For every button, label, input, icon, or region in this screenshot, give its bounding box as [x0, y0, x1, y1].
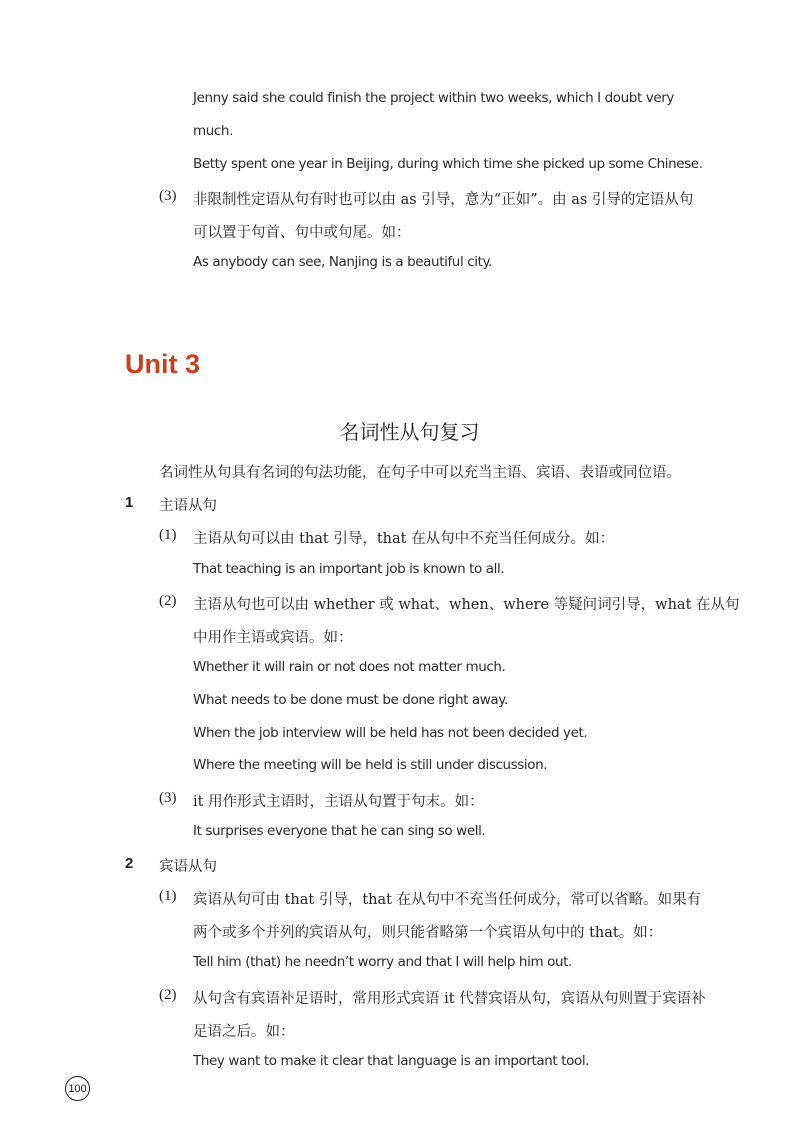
rule-text: 宾语从句可由 that 引导，that 在从句中不充当任何成分，常可以省略。如果有 [193, 892, 702, 908]
section-number: 1 [125, 494, 134, 511]
example-sentence: Whether it will rain or not does not matter much. [193, 659, 506, 675]
example-sentence: That teaching is an important job is known to all. [193, 561, 505, 577]
example-sentence: Tell him (that) he needn’t worry and that I will help him out. [193, 954, 572, 970]
rule-text-continued: 可以置于句首、句中或句尾。如： [193, 225, 411, 241]
section-heading: 宾语从句 [159, 859, 217, 875]
example-sentence: As anybody can see, Nanjing is a beautiful city. [193, 254, 493, 270]
rule-text: 主语从句可以由 that 引导，that 在从句中不充当任何成分。如： [193, 531, 615, 547]
rule-text-continued: 足语之后。如： [193, 1024, 295, 1040]
example-sentence: They want to make it clear that language is an important tool. [193, 1053, 590, 1069]
section-title: 名词性从句复习 [339, 420, 480, 444]
example-sentence: When the job interview will be held has not been decided yet. [193, 725, 588, 741]
section-number: 2 [125, 855, 134, 872]
example-sentence: Betty spent one year in Beijing, during which time she picked up some Chinese. [193, 156, 703, 172]
rule-text: it 用作形式主语时，主语从句置于句末。如： [193, 794, 484, 810]
item-number: (3) [159, 790, 177, 806]
example-sentence: What needs to be done must be done right away. [193, 692, 508, 708]
rule-text: 非限制性定语从句有时也可以由 as 引导，意为“正如”。由 as 引导的定语从句 [193, 192, 694, 208]
page-number-label: 100 [68, 1082, 87, 1095]
example-sentence: Where the meeting will be held is still under discussion. [193, 757, 548, 773]
intro-paragraph: 名词性从句具有名词的句法功能，在句子中可以充当主语、宾语、表语或同位语。 [159, 465, 681, 481]
item-number: (1) [159, 527, 177, 543]
rule-text: 主语从句也可以由 whether 或 what、when、where 等疑问词引导，what 在从句 [193, 597, 740, 613]
rule-text-continued: 两个或多个并列的宾语从句，则只能省略第一个宾语从句中的 that。如： [193, 925, 663, 941]
item-number: (3) [159, 188, 177, 204]
section-heading: 主语从句 [159, 498, 217, 514]
item-number: (1) [159, 888, 177, 904]
rule-text: 从句含有宾语补足语时，常用形式宾语 it 代替宾语从句，宾语从句则置于宾语补 [193, 991, 706, 1007]
example-sentence-continued: much. [193, 123, 233, 139]
rule-text-continued: 中用作主语或宾语。如： [193, 630, 353, 646]
page-number [65, 1076, 90, 1101]
unit-heading: Unit 3 [125, 349, 201, 379]
example-sentence: Jenny said she could finish the project within two weeks, which I doubt very [193, 90, 674, 106]
example-sentence: It surprises everyone that he can sing so well. [193, 823, 486, 839]
item-number: (2) [159, 593, 177, 609]
item-number: (2) [159, 987, 177, 1003]
